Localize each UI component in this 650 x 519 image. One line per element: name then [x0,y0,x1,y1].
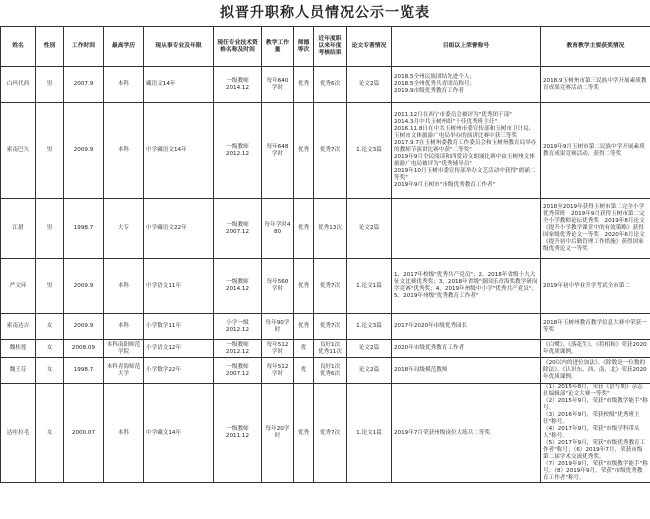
work-time-cell: 2008.09 [64,340,104,358]
honors-cell: 2018年局级模范教师 [392,358,541,384]
work-time-cell: 1998.7 [64,199,104,259]
workload-cell: 每年512学时 [262,340,294,358]
header-cell: 现任专业技术资格名称及时间 [214,27,262,67]
education-cell: 大专 [104,199,144,259]
education-cell: 本科青海师范大学 [104,358,144,384]
gender-cell: 女 [36,314,64,340]
gender-cell: 女 [36,384,64,483]
assessment-cell: 优秀7次 [314,259,347,314]
qualification-cell: 一级教师 2014.12 [214,259,262,314]
header-cell: 性别 [36,27,64,67]
work-time-cell: 2000.07 [64,384,104,483]
qualification-cell: 一级教师 2007.12 [214,199,262,259]
gender-cell: 男 [36,259,64,314]
name-cell: 魏王芬 [1,358,36,384]
header-cell: 目组以上荣誉称号 [392,27,541,67]
awards-cell: 《20以内的进位加法》、《除数是一位数的除法》、《认识东、西、南、北》荣获2020年优质课例。 [541,358,650,384]
awards-cell: 《白鹭》、《落花生》、《将相和》荣获2020年优质课例。 [541,340,650,358]
papers-cell: 1.论文1篇 [347,259,392,314]
assessment-cell: 良好1次 优秀11次 [314,340,347,358]
name-cell: 严文环 [1,259,36,314]
education-cell: 本科 [104,259,144,314]
header-cell: 工作时间 [64,27,104,67]
honors-cell: 1、2017年校级"优秀共产党员"；2、2018年省级十九大征文比赛优秀奖；3、2018年省级"强国乐青海奖教学研岗学竞赛"优秀奖；4、2019年州级中小学"优秀共产党员"；5、2019年州级"优秀教育工作者" [392,259,541,314]
qualification-cell: 一级教师 2012.12 [214,340,262,358]
major-cell: 小学数学22年 [144,358,214,384]
name-cell: 魏桂莲 [1,340,36,358]
qualification-cell: 一级教师 2014.12 [214,67,262,103]
papers-cell: 论文2篇 [347,358,392,384]
header-cell: 近年度职以来年度考核结果 [314,27,347,67]
education-cell: 本科 [104,67,144,103]
gender-cell: 女 [36,358,64,384]
assessment-cell: 良好1次 优秀6次 [314,358,347,384]
qualification-cell: 小学一级 2012.12 [214,314,262,340]
major-cell: 中学藏语文22年 [144,199,214,259]
ethics-cell: 优秀 [294,259,314,314]
header-cell: 姓名 [1,27,36,67]
papers-cell: 论文2篇 [347,340,392,358]
major-cell: 小学语文12年 [144,340,214,358]
honors-cell: 2011.12月在西宁市委员会被评为"优秀团干部" 2014.3月中共玉树州组"十佳优秀班主任" 2016.11.8日在中共玉树州市委宣传部和玉树市卫计局、玉树市文体旅游广电局举办的演讲比赛中获三等奖 2017.9.7在玉树州委教育工作委员会和玉树州教育局举办的教师节演讲比赛中获"二等奖" 2019年9月全民阅读和四爱诗文朗诵比赛中由玉树州文体旅游广电局被评为"优秀辅导员" 2019年10月玉树市委宣传部举办文艺活动中获得"朗诵二等奖" 2019年9月玉树市"市级优秀教育工作者" [392,103,541,199]
ethics-cell: 优秀 [294,199,314,259]
papers-cell: 1.论文3篇 [347,314,392,340]
assessment-cell: 优秀6次 [314,67,347,103]
education-cell: 本科 [104,384,144,483]
table-body [1,67,650,483]
work-time-cell: 2009.9 [64,259,104,314]
major-cell: 中学语文11年 [144,259,214,314]
staff-table [0,26,650,483]
header-row [1,27,650,67]
assessment-cell: 优秀7次 [314,384,347,483]
table-row [1,340,650,358]
ethics-cell: 优秀 [294,103,314,199]
table-row [1,314,650,340]
header-cell: 论文专著情况 [347,27,392,67]
education-cell: 本科 [104,314,144,340]
qualification-cell: 一级教师 2007.12 [214,358,262,384]
major-cell: 中学藏文14年 [144,384,214,483]
table-row [1,199,650,259]
work-time-cell: 2007.9 [64,67,104,103]
table-row [1,384,650,483]
major-cell: 小学数学11年 [144,314,214,340]
qualification-cell: 一级教师 2011.12 [214,384,262,483]
assessment-cell: 优秀7次 [314,314,347,340]
qualification-cell: 一级教师 2012.12 [214,103,262,199]
education-cell: 本科 [104,103,144,199]
ethics-cell: 优 [294,340,314,358]
workload-cell: 每年512学时 [262,358,294,384]
papers-cell: 论文2篇 [347,199,392,259]
honors-cell: 2019年7月荣获州级岗位大练兵二等奖 [392,384,541,483]
name-cell: 达哇拉毛 [1,384,36,483]
gender-cell: 男 [36,103,64,199]
papers-cell: 论文2篇 [347,67,392,103]
workload-cell: 每年560学时 [262,259,294,314]
awards-cell: 2018年玉树州教育教学信息大赛中荣获一等奖 [541,314,650,340]
name-cell: 索南达吉 [1,314,36,340]
gender-cell: 男 [36,67,64,103]
papers-cell: 1.论文1篇 [347,384,392,483]
honors-cell: 2018.5全州民族团结先进个人； 2018.5全州优秀共青团员称号； 2019.9市级优秀教育工作者 [392,67,541,103]
header-cell: 最高学历 [104,27,144,67]
honors-cell: 2017年2020年市级优秀园长 [392,314,541,340]
gender-cell: 男 [36,199,64,259]
table-row [1,259,650,314]
workload-cell: 每年648学时 [262,103,294,199]
major-cell: 中学藏语文14年 [144,103,214,199]
table-row [1,67,650,103]
workload-cell: 每年20学时 [262,384,294,483]
table-row [1,103,650,199]
honors-cell: 2020年市级优秀教育工作者 [392,340,541,358]
table-row [1,358,650,384]
work-time-cell: 2009.9 [64,314,104,340]
gender-cell: 女 [36,340,64,358]
ethics-cell: 优秀 [294,314,314,340]
honors-cell [392,199,541,259]
assessment-cell: 优秀7次 [314,103,347,199]
ethics-cell: 优秀 [294,384,314,483]
ethics-cell: 优 [294,358,314,384]
assessment-cell: 优秀13次 [314,199,347,259]
papers-cell: 1.论文3篇 [347,103,392,199]
name-cell: 索南巴久 [1,103,36,199]
awards-cell: （1）2015年8月，荣获《语写期》杂志社编辑部"论文大赛一等奖" （2）2015年9月，荣获"市级教学能手"称号。 （3）2016年9月，荣获校级"优秀班主任"称号。 （4）2017年9月，荣获"市级学科带头人"称号。 （5）2017年9月，荣获"市级优秀教育工作者"称号；（6）2019年7月，荣获市级第二届学术交流优秀奖。 （7）2019年9月，荣获"市级教学能手"称号；（8）2019年9月，荣获"市级优秀教育工作者"称号。 [541,384,650,483]
ethics-cell: 优秀 [294,67,314,103]
header-cell: 教学工作量 [262,27,294,67]
awards-cell: 2019年初中毕业升学考试全市第二 [541,259,650,314]
header-cell: 教育教学主要获奖情况 [541,27,650,67]
work-time-cell: 1998.7 [64,358,104,384]
awards-cell: 2019年9月玉树市第二民族中学开展素质教育成果竞赛活动，获得二等奖 [541,103,650,199]
work-time-cell: 2009.9 [64,103,104,199]
workload-cell: 每年学时480 [262,199,294,259]
name-cell: 江措 [1,199,36,259]
workload-cell: 每年640学时 [262,67,294,103]
page-title: 拟晋升职称人员情况公示一览表 [220,5,430,21]
awards-cell: 2018.9玉树州市第三民族中学开展素质教育成果竞赛活动二等奖 [541,67,650,103]
header-cell: 师德等次 [294,27,314,67]
header-cell: 现从事专业及年限 [144,27,214,67]
name-cell: 白玛代西 [1,67,36,103]
workload-cell: 每年90学时 [262,314,294,340]
awards-cell: 2018至2019年获得玉树市第二完全小学优秀带班 2019年9月获得玉树市第二完全小学教师论坛优秀奖 2019年8月论文《提升小学教学课堂中的有效策略》获得国家级优秀论文一等奖 2020年6月论文《提升初中后勤管理工作措施》获得国家级优秀论文一等奖 [541,199,650,259]
major-cell: 藏语文14年 [144,67,214,103]
education-cell: 本科南阳师范学院 [104,340,144,358]
